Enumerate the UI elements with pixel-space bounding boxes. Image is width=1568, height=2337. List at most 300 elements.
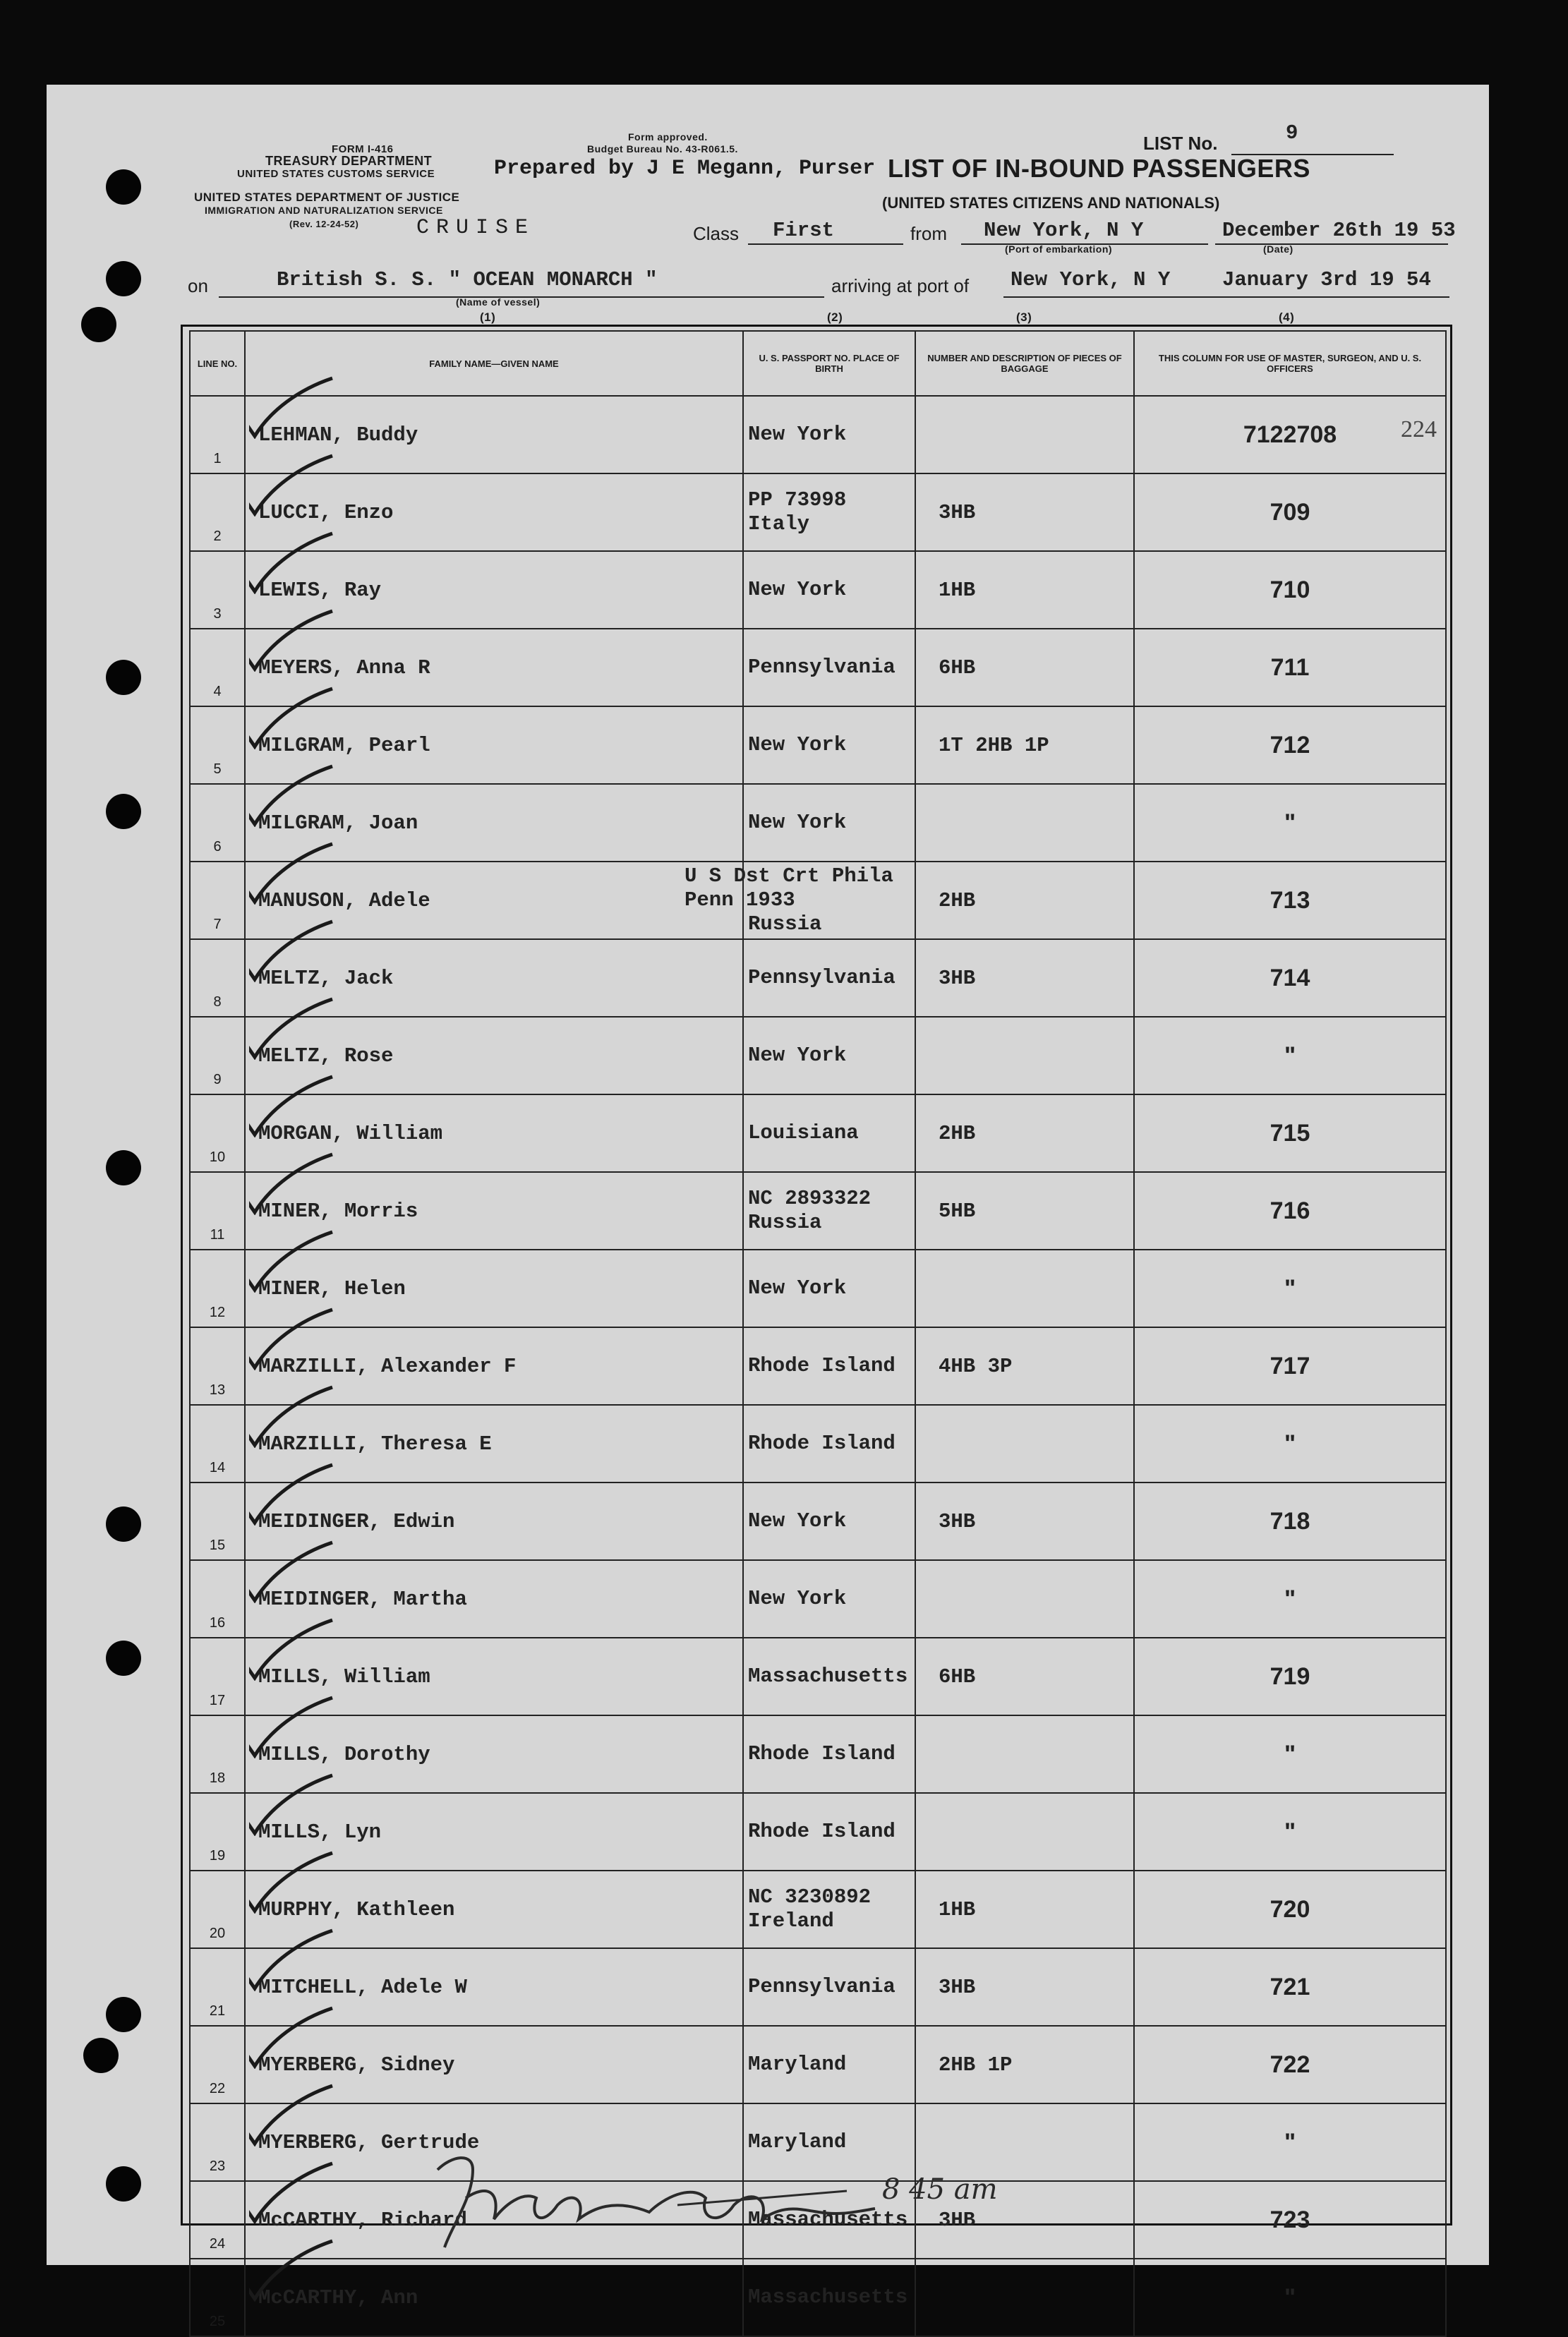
table-row xyxy=(190,939,1446,1017)
baggage xyxy=(915,1017,1134,1094)
passenger-name-text: MILGRAM, Pearl xyxy=(258,733,430,757)
checkmark-icon xyxy=(249,1695,334,1758)
officer-number xyxy=(1134,706,1446,784)
place-of-birth xyxy=(743,2026,915,2103)
checkmark-icon xyxy=(249,2238,334,2302)
officer-number-text: " xyxy=(1284,1818,1296,1845)
embark-date: December 26th 19 53 xyxy=(1222,219,1456,242)
table-row xyxy=(190,1250,1446,1327)
checkmark-icon xyxy=(249,1074,334,1137)
officer-number-text: 720 xyxy=(1270,1895,1310,1923)
table-row xyxy=(190,1793,1446,1871)
binder-hole xyxy=(106,1506,141,1542)
baggage-text: 3HB xyxy=(939,1509,976,1533)
baggage-text: 3HB xyxy=(939,1975,976,1999)
birthplace: Louisiana xyxy=(748,1121,859,1145)
line-number-text: 17 xyxy=(209,1693,226,1708)
place-of-birth xyxy=(743,1715,915,1793)
line-number xyxy=(190,2181,245,2259)
passenger-name-text: MELTZ, Jack xyxy=(258,966,394,990)
passenger-name-text: MILLS, Dorothy xyxy=(258,1742,430,1766)
baggage xyxy=(915,1715,1134,1793)
baggage xyxy=(915,1094,1134,1172)
embark-port: New York, N Y xyxy=(984,219,1144,242)
birthplace: New York xyxy=(748,423,847,446)
baggage-text: 2HB xyxy=(939,1121,976,1145)
line-number-text: 10 xyxy=(209,1149,226,1165)
officer-number xyxy=(1134,2259,1446,2336)
officer-number-text: 7122708 xyxy=(1243,421,1337,448)
checkmark-icon xyxy=(249,686,334,749)
line-number-text: 12 xyxy=(209,1305,226,1320)
checkmark-icon xyxy=(249,1384,334,1448)
checkmark-icon xyxy=(249,2005,334,2069)
line-number-text: 21 xyxy=(209,2003,226,2019)
on-label: on xyxy=(188,275,208,296)
table-row xyxy=(190,473,1446,551)
checkmark-icon xyxy=(249,841,334,905)
line-number-text: 5 xyxy=(213,761,222,777)
baggage xyxy=(915,1638,1134,1715)
table-row xyxy=(190,1482,1446,1560)
line-number xyxy=(190,2103,245,2181)
line-number-text: 18 xyxy=(209,1770,226,1786)
birthplace: Rhode Island xyxy=(748,1354,895,1377)
place-of-birth xyxy=(743,939,915,1017)
line-number-text: 2 xyxy=(213,529,222,544)
officer-number-text: " xyxy=(1284,1274,1296,1302)
baggage-text: 3HB xyxy=(939,2208,976,2232)
col-num-2: (2) xyxy=(827,310,843,324)
table-row xyxy=(190,862,1446,939)
officer-number-text: " xyxy=(1284,1740,1296,1768)
checkmark-icon xyxy=(249,531,334,594)
checkmark-icon xyxy=(249,1307,334,1370)
table-row xyxy=(190,551,1446,629)
binder-hole xyxy=(106,169,141,205)
officer-number xyxy=(1134,1094,1446,1172)
baggage xyxy=(915,551,1134,629)
baggage xyxy=(915,1482,1134,1560)
birthplace: Pennsylvania xyxy=(748,1975,895,1998)
prepared-by: Prepared by J E Megann, Purser xyxy=(494,157,876,181)
officer-number xyxy=(1134,1482,1446,1560)
checkmark-icon xyxy=(249,1540,334,1603)
binder-hole xyxy=(106,1997,141,2032)
officer-number xyxy=(1134,1017,1446,1094)
officer-number-text: 718 xyxy=(1270,1507,1310,1535)
officer-number xyxy=(1134,396,1446,473)
list-subtitle: (UNITED STATES CITIZENS AND NATIONALS) xyxy=(882,194,1220,212)
baggage xyxy=(915,1172,1134,1250)
baggage xyxy=(915,706,1134,784)
line-number xyxy=(190,1715,245,1793)
place-of-birth xyxy=(743,1172,915,1250)
passport-number: NC 3230892 xyxy=(748,1885,872,1909)
line-number-text: 6 xyxy=(213,839,222,855)
line-number-text: 24 xyxy=(209,2236,226,2252)
form-number: FORM I-416 xyxy=(332,143,394,155)
line-number xyxy=(190,1560,245,1638)
table-row xyxy=(190,1017,1446,1094)
arriving-label: arriving at port of xyxy=(831,275,970,296)
baggage xyxy=(915,1327,1134,1405)
line-number-text: 13 xyxy=(209,1382,226,1398)
passenger-name-text: MILLS, Lyn xyxy=(258,1820,382,1844)
officer-number-text: 716 xyxy=(1270,1197,1310,1224)
baggage-text: 5HB xyxy=(939,1199,976,1223)
line-number-text: 8 xyxy=(213,994,222,1010)
officer-number-text: 712 xyxy=(1270,731,1310,759)
passenger-name-text: MEIDINGER, Martha xyxy=(258,1587,467,1611)
birthplace: New York xyxy=(748,1587,847,1610)
passenger-name-text: LEHMAN, Buddy xyxy=(258,423,418,447)
header-name: FAMILY NAME—GIVEN NAME xyxy=(245,331,743,396)
cruise-label: CRUISE xyxy=(416,216,536,240)
place-of-birth xyxy=(743,1094,915,1172)
line-number-text: 14 xyxy=(209,1460,226,1475)
line-number xyxy=(190,1094,245,1172)
birthplace: Rhode Island xyxy=(748,1742,895,1765)
officer-number xyxy=(1134,2181,1446,2259)
birthplace: Rhode Island xyxy=(748,1432,895,1455)
place-of-birth xyxy=(743,1250,915,1327)
list-no-label: LIST No. xyxy=(1143,133,1218,154)
table-row xyxy=(190,1172,1446,1250)
officer-number-text: " xyxy=(1284,2283,1296,2311)
place-of-birth xyxy=(743,1638,915,1715)
line-number xyxy=(190,706,245,784)
officer-number xyxy=(1134,1948,1446,2026)
header-line-no: LINE NO. xyxy=(190,331,245,396)
from-label: from xyxy=(910,223,947,244)
officer-number-text: " xyxy=(1284,1585,1296,1612)
place-of-birth xyxy=(743,1560,915,1638)
birthplace: New York xyxy=(748,578,847,601)
passenger-name-text: MINER, Helen xyxy=(258,1276,406,1300)
baggage-text: 2HB 1P xyxy=(939,2053,1013,2077)
customs-service: UNITED STATES CUSTOMS SERVICE xyxy=(237,168,435,180)
officer-number-text: 722 xyxy=(1270,2051,1310,2078)
line-number xyxy=(190,1482,245,1560)
place-of-birth xyxy=(743,473,915,551)
birthplace: Maryland xyxy=(748,2130,847,2154)
checkmark-icon xyxy=(249,375,334,439)
line-number xyxy=(190,1793,245,1871)
table-row xyxy=(190,396,1446,473)
officer-number-text: 717 xyxy=(1270,1352,1310,1379)
header-passport: U. S. PASSPORT NO. PLACE OF BIRTH xyxy=(743,331,915,396)
table-row xyxy=(190,1948,1446,2026)
table-row xyxy=(190,784,1446,862)
baggage xyxy=(915,1250,1134,1327)
binder-hole xyxy=(106,2166,141,2202)
table-row xyxy=(190,1560,1446,1638)
checkmark-icon xyxy=(249,763,334,827)
baggage xyxy=(915,1871,1134,1948)
checkmark-icon xyxy=(249,919,334,982)
passenger-name-text: MEIDINGER, Edwin xyxy=(258,1509,455,1533)
officer-number xyxy=(1134,1250,1446,1327)
place-of-birth xyxy=(743,1793,915,1871)
place-of-birth xyxy=(743,1948,915,2026)
binder-hole xyxy=(106,794,141,829)
officer-number-text: " xyxy=(1284,2128,1296,2156)
checkmark-icon xyxy=(249,1229,334,1293)
birthplace: Pennsylvania xyxy=(748,656,895,679)
officer-number xyxy=(1134,784,1446,862)
checkmark-icon xyxy=(249,608,334,672)
table-row xyxy=(190,629,1446,706)
embark-caption: (Port of embarkation) xyxy=(1005,243,1113,255)
officer-number-text: " xyxy=(1284,809,1296,836)
line-number xyxy=(190,1017,245,1094)
checkmark-icon xyxy=(249,1850,334,1914)
baggage-text: 2HB xyxy=(939,888,976,912)
passenger-name-text: MYERBERG, Gertrude xyxy=(258,2130,480,2154)
passenger-name-text: MARZILLI, Alexander F xyxy=(258,1354,517,1378)
line-number xyxy=(190,784,245,862)
place-of-birth xyxy=(743,551,915,629)
officer-number xyxy=(1134,1715,1446,1793)
officer-number-text: 719 xyxy=(1270,1662,1310,1690)
officer-number xyxy=(1134,551,1446,629)
officer-number-text: " xyxy=(1284,1430,1296,1457)
officer-number xyxy=(1134,2103,1446,2181)
passenger-name-text: MEYERS, Anna R xyxy=(258,656,430,680)
baggage xyxy=(915,473,1134,551)
officer-number xyxy=(1134,473,1446,551)
line-number-text: 9 xyxy=(213,1072,222,1087)
signature-time-note: 8 45 am xyxy=(882,2173,998,2206)
officer-number xyxy=(1134,1793,1446,1871)
birthplace: Massachusetts xyxy=(748,1665,908,1688)
checkmark-icon xyxy=(249,2161,334,2224)
baggage-text: 1HB xyxy=(939,578,976,602)
officer-number-text: 723 xyxy=(1270,2206,1310,2233)
officer-number xyxy=(1134,939,1446,1017)
passenger-name-text: MYERBERG, Sidney xyxy=(258,2053,455,2077)
officer-number-text: 714 xyxy=(1270,964,1310,991)
line-number-text: 3 xyxy=(213,606,222,622)
place-of-birth xyxy=(743,629,915,706)
officer-number xyxy=(1134,1327,1446,1405)
place-of-birth xyxy=(743,2259,915,2336)
checkmark-icon xyxy=(249,1773,334,1836)
binder-hole xyxy=(83,2038,119,2073)
passenger-name-text: MORGAN, William xyxy=(258,1121,443,1145)
birthplace: Russia xyxy=(748,912,822,936)
treasury-dept: TREASURY DEPARTMENT xyxy=(265,154,433,168)
passenger-name-text: MINER, Morris xyxy=(258,1199,418,1223)
officer-number xyxy=(1134,1871,1446,1948)
line-number-text: 1 xyxy=(213,451,222,466)
passenger-name-text: McCARTHY, Richard xyxy=(258,2208,467,2232)
line-number xyxy=(190,629,245,706)
form-approved: Form approved. xyxy=(628,131,708,143)
passenger-name-text: MARZILLI, Theresa E xyxy=(258,1432,492,1456)
table-row xyxy=(190,2026,1446,2103)
arrival-date: January 3rd 19 54 xyxy=(1222,268,1431,291)
line-number xyxy=(190,1948,245,2026)
birthplace: New York xyxy=(748,733,847,756)
officer-number-text: 713 xyxy=(1270,886,1310,914)
baggage-text: 6HB xyxy=(939,656,976,680)
line-number xyxy=(190,939,245,1017)
place-of-birth xyxy=(743,1871,915,1948)
place-of-birth xyxy=(743,1405,915,1482)
place-of-birth xyxy=(743,1327,915,1405)
table-row xyxy=(190,1327,1446,1405)
passenger-name-text: MANUSON, Adele xyxy=(258,888,430,912)
table-row xyxy=(190,1871,1446,1948)
line-number xyxy=(190,1172,245,1250)
place-of-birth xyxy=(743,1017,915,1094)
line-number xyxy=(190,2026,245,2103)
officer-number xyxy=(1134,1172,1446,1250)
date-caption: (Date) xyxy=(1263,243,1293,255)
passenger-name-text: MITCHELL, Adele W xyxy=(258,1975,467,1999)
baggage-text: 3HB xyxy=(939,966,976,990)
table-row xyxy=(190,1405,1446,1482)
checkmark-icon xyxy=(249,1617,334,1681)
revision-date: (Rev. 12-24-52) xyxy=(289,219,359,229)
line-number-text: 25 xyxy=(209,2314,226,2329)
table-row xyxy=(190,1094,1446,1172)
arrival-port: New York, N Y xyxy=(1011,268,1171,291)
line-number xyxy=(190,862,245,939)
baggage xyxy=(915,1793,1134,1871)
line-number-text: 19 xyxy=(209,1848,226,1864)
officer-number xyxy=(1134,629,1446,706)
line-number-text: 23 xyxy=(209,2158,226,2174)
checkmark-icon xyxy=(249,996,334,1060)
line-number xyxy=(190,1871,245,1948)
binder-hole xyxy=(106,660,141,695)
baggage-text: 1T 2HB 1P xyxy=(939,733,1049,757)
binder-hole xyxy=(106,261,141,296)
line-number xyxy=(190,1638,245,1715)
passport-number: NC 2893322 xyxy=(748,1187,872,1210)
birthplace: Ireland xyxy=(748,1909,834,1933)
binder-hole xyxy=(106,1641,141,1676)
list-number: 9 xyxy=(1286,121,1298,145)
birthplace: Massachusetts xyxy=(748,2285,908,2309)
passenger-name-text: MELTZ, Rose xyxy=(258,1044,394,1068)
line-number xyxy=(190,473,245,551)
place-of-birth xyxy=(685,862,915,939)
header-officers: THIS COLUMN FOR USE OF MASTER, SURGEON, AND U. S. OFFICERS xyxy=(1134,331,1446,396)
place-of-birth xyxy=(743,1482,915,1560)
place-of-birth xyxy=(743,396,915,473)
table-row xyxy=(190,1638,1446,1715)
officer-number xyxy=(1134,862,1446,939)
budget-bureau: Budget Bureau No. 43-R061.5. xyxy=(587,143,738,155)
class-label: Class xyxy=(693,223,740,244)
officer-number-text: 710 xyxy=(1270,576,1310,603)
birthplace: New York xyxy=(748,811,847,834)
place-of-birth xyxy=(743,706,915,784)
passenger-table xyxy=(189,330,1447,2337)
binder-hole xyxy=(106,1150,141,1185)
passport-number: Massachusetts xyxy=(748,2208,908,2231)
vessel-name: British S. S. " OCEAN MONARCH " xyxy=(277,268,658,291)
officer-number-text: 715 xyxy=(1270,1119,1310,1147)
header-baggage: NUMBER AND DESCRIPTION OF PIECES OF BAGGAGE xyxy=(915,331,1134,396)
line-number-text: 16 xyxy=(209,1615,226,1631)
baggage xyxy=(915,939,1134,1017)
place-of-birth xyxy=(743,784,915,862)
baggage-text: 3HB xyxy=(939,500,976,524)
class-value: First xyxy=(773,219,835,242)
line-number xyxy=(190,1327,245,1405)
officer-number-text: " xyxy=(1284,1041,1296,1069)
checkmark-icon xyxy=(249,453,334,517)
checkmark-icon xyxy=(249,1152,334,1215)
binder-hole xyxy=(81,307,116,342)
baggage-text: 6HB xyxy=(939,1665,976,1689)
checkmark-icon xyxy=(249,1928,334,1991)
officer-number-text: 711 xyxy=(1270,653,1310,681)
passport-number: PP 73998 xyxy=(748,488,847,512)
passenger-name-text: MILGRAM, Joan xyxy=(258,811,418,835)
col-num-1: (1) xyxy=(480,310,496,324)
checkmark-icon xyxy=(249,2083,334,2146)
birthplace: Pennsylvania xyxy=(748,966,895,989)
passenger-name-text: McCARTHY, Ann xyxy=(258,2285,418,2309)
birthplace: New York xyxy=(748,1276,847,1300)
list-title: LIST OF IN-BOUND PASSENGERS xyxy=(888,154,1310,183)
line-number-text: 4 xyxy=(213,684,222,699)
line-number xyxy=(190,2259,245,2336)
baggage xyxy=(915,396,1134,473)
passenger-name-text: LEWIS, Ray xyxy=(258,578,382,602)
col-num-3: (3) xyxy=(1016,310,1032,324)
baggage xyxy=(915,2259,1134,2336)
birthplace: Italy xyxy=(748,512,810,536)
passenger-name-text: MURPHY, Kathleen xyxy=(258,1897,455,1921)
baggage xyxy=(915,2026,1134,2103)
justice-dept: UNITED STATES DEPARTMENT OF JUSTICE xyxy=(194,191,460,204)
baggage-text: 1HB xyxy=(939,1897,976,1921)
line-number-text: 20 xyxy=(209,1926,226,1941)
table-row xyxy=(190,2259,1446,2336)
birthplace: New York xyxy=(748,1044,847,1067)
birthplace: New York xyxy=(748,1509,847,1533)
line-number xyxy=(190,396,245,473)
annotation-224: 224 xyxy=(1401,416,1437,442)
officer-number xyxy=(1134,2026,1446,2103)
officer-number xyxy=(1134,1638,1446,1715)
passenger-name xyxy=(245,2259,743,2336)
line-number-text: 11 xyxy=(210,1227,225,1243)
line-number xyxy=(190,1405,245,1482)
passenger-name-text: LUCCI, Enzo xyxy=(258,500,394,524)
baggage xyxy=(915,862,1134,939)
table-row xyxy=(190,1715,1446,1793)
baggage xyxy=(915,1405,1134,1482)
birthplace: Rhode Island xyxy=(748,1820,895,1843)
officer-number-text: 709 xyxy=(1270,498,1310,526)
checkmark-icon xyxy=(249,1462,334,1526)
officer-number xyxy=(1134,1560,1446,1638)
officer-number xyxy=(1134,1405,1446,1482)
line-number-text: 22 xyxy=(209,2081,226,2096)
baggage xyxy=(915,1948,1134,2026)
line-number-text: 15 xyxy=(209,1538,226,1553)
line-number xyxy=(190,1250,245,1327)
passenger-name-text: MILLS, William xyxy=(258,1665,430,1689)
